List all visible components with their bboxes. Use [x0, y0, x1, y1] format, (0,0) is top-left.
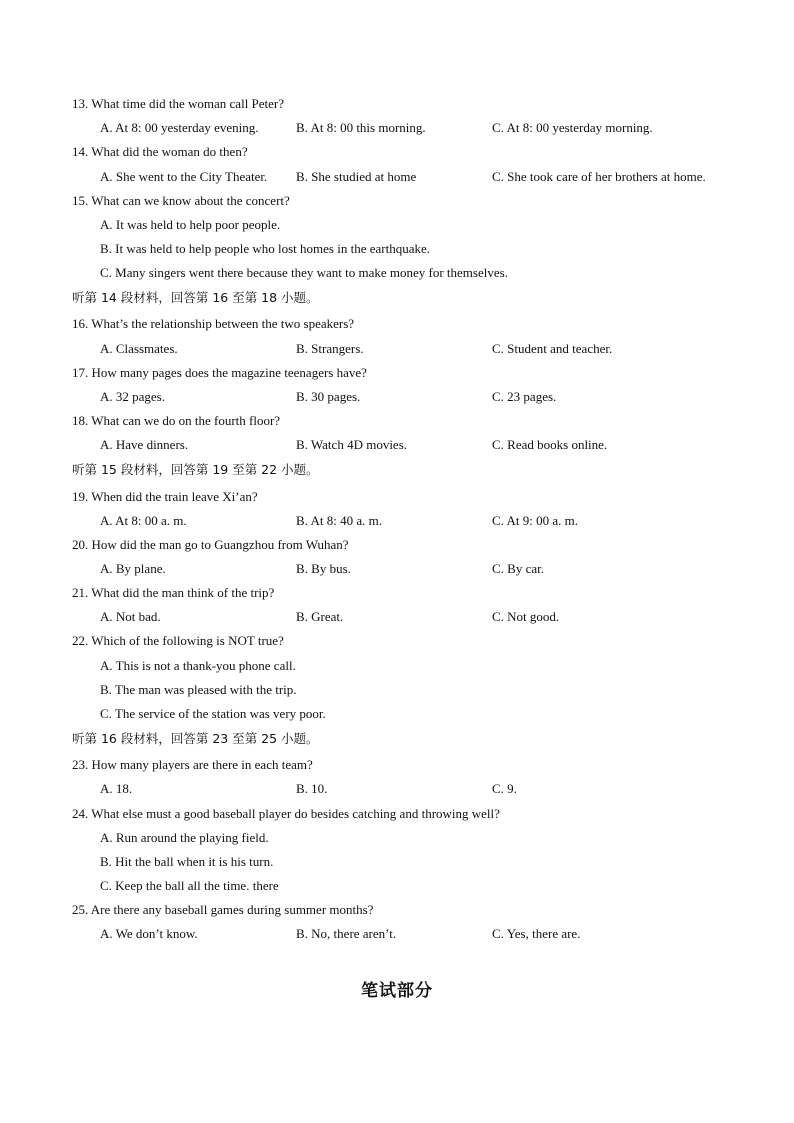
option-a: A. By plane.	[100, 561, 166, 576]
option-b: B. At 8: 40 a. m.	[296, 513, 382, 528]
option-a: A. 32 pages.	[100, 389, 165, 404]
question-22: 22. Which of the following is NOT true?	[72, 633, 284, 648]
option-a: A. At 8: 00 a. m.	[100, 513, 187, 528]
option-b: B. Hit the ball when it is his turn.	[100, 854, 274, 869]
option-b: B. No, there aren’t.	[296, 926, 397, 941]
question-13: 13. What time did the woman call Peter?	[72, 96, 285, 111]
option-c: C. At 8: 00 yesterday morning.	[492, 120, 653, 135]
option-b: B. It was held to help people who lost homes in the earthquake.	[100, 241, 430, 256]
option-a: A. Not bad.	[100, 609, 161, 624]
option-b: B. Watch 4D movies.	[296, 437, 408, 452]
question-20: 20. How did the man go to Guangzhou from Wuhan?	[72, 537, 349, 552]
section-instruction-15: 听第 15 段材料，回答第 19 至第 22 小题。	[72, 462, 319, 477]
option-a: A. This is not a thank-you phone call.	[100, 658, 296, 673]
option-b: B. 10.	[296, 781, 328, 796]
question-21: 21. What did the man think of the trip?	[72, 585, 275, 600]
section-instruction-16: 听第 16 段材料，回答第 23 至第 25 小题。	[72, 731, 319, 746]
option-a: A. It was held to help poor people.	[100, 217, 281, 232]
option-b: B. At 8: 00 this morning.	[296, 120, 426, 135]
option-c: C. Keep the ball all the time. there	[100, 878, 279, 893]
option-a: A. Classmates.	[100, 341, 178, 356]
question-23: 23. How many players are there in each team?	[72, 757, 313, 772]
option-c: C. 23 pages.	[492, 389, 557, 404]
written-part-heading: 笔试部分	[361, 981, 433, 1001]
section-instruction-14: 听第 14 段材料，回答第 16 至第 18 小题。	[72, 290, 319, 305]
option-c: C. Yes, there are.	[492, 926, 581, 941]
question-25: 25. Are there any baseball games during summer months?	[72, 902, 374, 917]
question-17: 17. How many pages does the magazine teenagers have?	[72, 365, 367, 380]
question-15: 15. What can we know about the concert?	[72, 193, 290, 208]
option-b: B. By bus.	[296, 561, 351, 576]
question-19: 19. When did the train leave Xi’an?	[72, 489, 258, 504]
question-14: 14. What did the woman do then?	[72, 144, 248, 159]
option-a: A. At 8: 00 yesterday evening.	[100, 120, 259, 135]
option-b: B. She studied at home	[296, 169, 417, 184]
option-a: A. She went to the City Theater.	[100, 169, 268, 184]
option-a: A. We don’t know.	[100, 926, 198, 941]
option-c: C. At 9: 00 a. m.	[492, 513, 578, 528]
option-b: B. The man was pleased with the trip.	[100, 682, 297, 697]
option-c: C. 9.	[492, 781, 517, 796]
option-a: A. 18.	[100, 781, 133, 796]
option-c: C. The service of the station was very poor.	[100, 706, 326, 721]
option-b: B. Great.	[296, 609, 344, 624]
question-18: 18. What can we do on the fourth floor?	[72, 413, 281, 428]
option-c: C. Student and teacher.	[492, 341, 613, 356]
question-16: 16. What’s the relationship between the two speakers?	[72, 316, 355, 331]
option-a: A. Run around the playing field.	[100, 830, 269, 845]
option-c: C. Not good.	[492, 609, 560, 624]
option-b: B. Strangers.	[296, 341, 364, 356]
option-c: C. Read books online.	[492, 437, 608, 452]
question-24: 24. What else must a good baseball player do besides catching and throwing well?	[72, 806, 500, 821]
option-c: C. By car.	[492, 561, 544, 576]
option-c: C. She took care of her brothers at home.	[492, 169, 706, 184]
option-b: B. 30 pages.	[296, 389, 361, 404]
option-c: C. Many singers went there because they want to make money for themselves.	[100, 265, 508, 280]
option-a: A. Have dinners.	[100, 437, 189, 452]
